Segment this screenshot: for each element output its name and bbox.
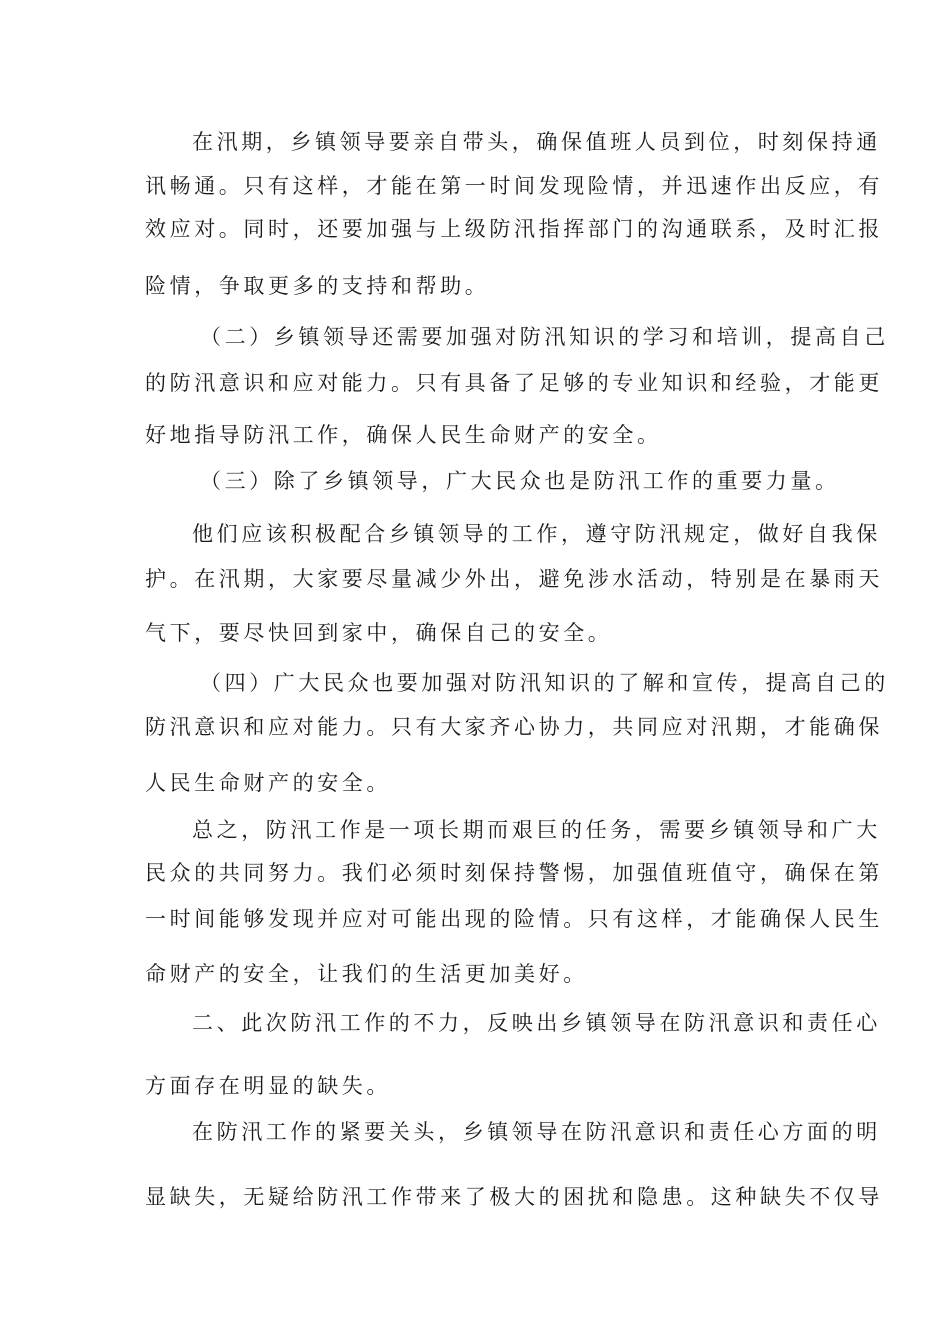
text-line: （二）乡镇领导还需要加强对防汛知识的学习和培训，提高自己 bbox=[200, 325, 889, 349]
text-line: （三）除了乡镇领导，广大民众也是防汛工作的重要力量。 bbox=[200, 469, 840, 493]
text-line: 命财产的安全，让我们的生活更加美好。 bbox=[145, 962, 588, 986]
text-line: 好地指导防汛工作，确保人民生命财产的安全。 bbox=[145, 423, 662, 447]
text-line: 民众的共同努力。我们必须时刻保持警惕，加强值班值守，确保在第 bbox=[145, 861, 883, 885]
text-line: 在防汛工作的紧要关头，乡镇领导在防汛意识和责任心方面的明 bbox=[192, 1120, 881, 1144]
text-line: 显缺失，无疑给防汛工作带来了极大的困扰和隐患。这种缺失不仅导 bbox=[145, 1185, 883, 1209]
text-line: 效应对。同时，还要加强与上级防汛指挥部门的沟通联系，及时汇报 bbox=[145, 217, 883, 241]
text-line: 人民生命财产的安全。 bbox=[145, 771, 391, 795]
text-line: 一时间能够发现并应对可能出现的险情。只有这样，才能确保人民生 bbox=[145, 907, 883, 931]
text-line: 在汛期，乡镇领导要亲自带头，确保值班人员到位，时刻保持通 bbox=[192, 130, 881, 154]
section-heading-line: 二、此次防汛工作的不力，反映出乡镇领导在防汛意识和责任心 bbox=[192, 1011, 881, 1035]
text-line: 总之，防汛工作是一项长期而艰巨的任务，需要乡镇领导和广大 bbox=[192, 818, 881, 842]
text-line: 防汛意识和应对能力。只有大家齐心协力，共同应对汛期，才能确保 bbox=[145, 715, 883, 739]
text-line: （四）广大民众也要加强对防汛知识的了解和宣传，提高自己的 bbox=[200, 671, 889, 695]
text-line: 险情，争取更多的支持和帮助。 bbox=[145, 274, 490, 298]
text-line: 气下，要尽快回到家中，确保自己的安全。 bbox=[145, 621, 613, 645]
text-line: 讯畅通。只有这样，才能在第一时间发现险情，并迅速作出反应，有 bbox=[145, 174, 883, 198]
section-heading-line: 方面存在明显的缺失。 bbox=[145, 1074, 391, 1098]
text-line: 的防汛意识和应对能力。只有具备了足够的专业知识和经验，才能更 bbox=[145, 371, 883, 395]
text-line: 他们应该积极配合乡镇领导的工作，遵守防汛规定，做好自我保 bbox=[192, 522, 881, 546]
text-line: 护。在汛期，大家要尽量减少外出，避免涉水活动，特别是在暴雨天 bbox=[145, 567, 883, 591]
